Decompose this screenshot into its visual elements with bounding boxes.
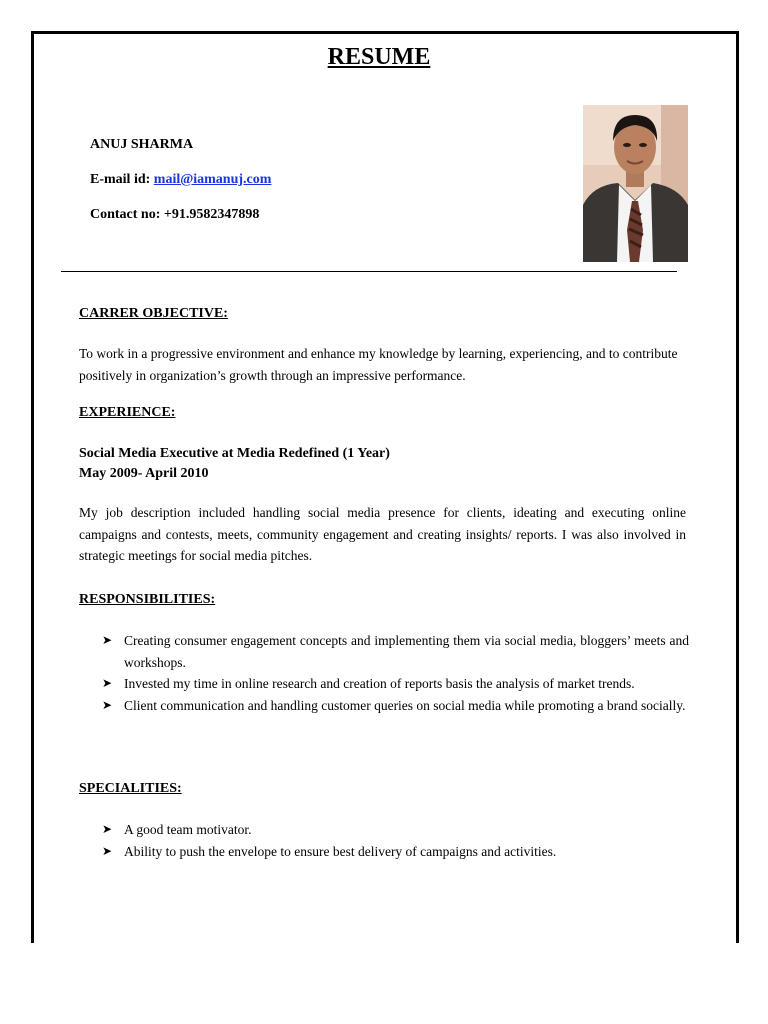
list-item: ➤ A good team motivator. <box>100 819 689 841</box>
email-line <box>90 172 271 188</box>
responsibilities-list <box>100 630 689 716</box>
phone-label: Contact no: <box>90 207 161 222</box>
phone-value: +91.9582347898 <box>163 207 260 222</box>
arrow-bullet-icon: ➤ <box>102 676 113 690</box>
list-item: ➤ Creating consumer engagement concepts and implementing them via social media, bloggers’ meets and workshops. <box>100 630 689 673</box>
specialities-list <box>100 819 689 862</box>
objective-heading: CARRER OBJECTIVE: <box>79 306 228 321</box>
arrow-bullet-icon: ➤ <box>102 822 113 836</box>
divider <box>61 271 677 272</box>
list-item: ➤ Ability to push the envelope to ensure best delivery of campaigns and activities. <box>100 841 689 863</box>
candidate-name: ANUJ SHARMA <box>90 137 194 152</box>
experience-heading: EXPERIENCE: <box>79 405 176 420</box>
page-title: RESUME <box>327 44 431 70</box>
arrow-bullet-icon: ➤ <box>102 697 113 712</box>
objective-text: To work in a progressive environment and enhance my knowledge by learning, experiencing, and to contribute positively in organization’s growth through an impressive performance. <box>79 346 678 383</box>
experience-role: Social Media Executive at Media Redefined (1 Year) <box>79 446 390 461</box>
phone-line <box>90 207 259 223</box>
arrow-bullet-icon: ➤ <box>102 633 113 647</box>
email-label: E-mail id: <box>90 172 151 187</box>
responsibilities-heading: RESPONSIBILITIES: <box>79 592 216 607</box>
experience-dates: May 2009- April 2010 <box>79 466 209 481</box>
list-item: ➤ Client communication and handling customer queries on social media while promoting a brand socially. <box>100 695 689 717</box>
profile-photo <box>583 105 688 262</box>
specialities-heading: SPECIALITIES: <box>79 781 182 796</box>
list-item: ➤ Invested my time in online research and creation of reports basis the analysis of market trends. <box>100 673 689 695</box>
arrow-bullet-icon: ➤ <box>102 843 113 858</box>
email-link[interactable]: mail@iamanuj.com <box>153 172 272 187</box>
experience-description: My job description included handling social media presence for clients, ideating and executing online campaigns and contests, meets, community engagement and creating insights/ reports. I was also involved in strategic meetings for social media pitches. <box>79 505 686 563</box>
